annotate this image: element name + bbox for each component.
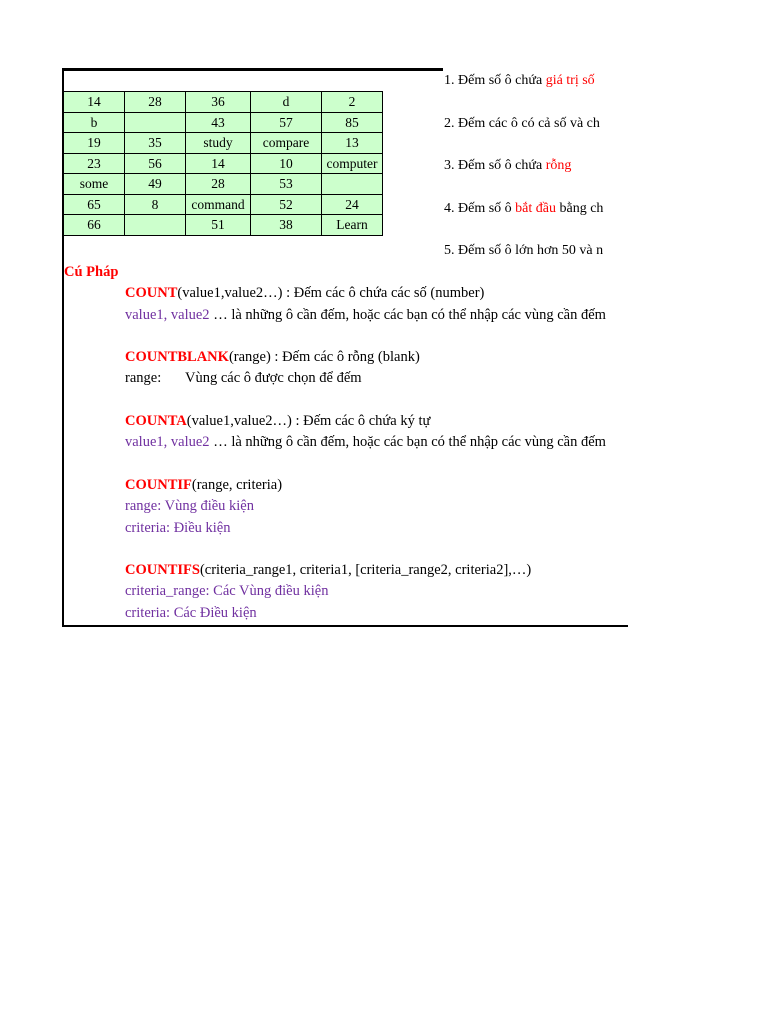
syntax-heading: Cú Pháp xyxy=(64,264,119,280)
table-cell[interactable]: 85 xyxy=(322,112,383,133)
table-row xyxy=(64,194,383,215)
table-cell[interactable]: 24 xyxy=(322,194,383,215)
sheet-top-border xyxy=(62,68,443,71)
table-cell[interactable]: 52 xyxy=(251,194,322,215)
table-row xyxy=(64,92,383,113)
task-5: 5. Đếm số ô lớn hơn 50 và n xyxy=(444,243,604,258)
countifs-arg-range: criteria_range: Các Vùng điều kiện xyxy=(125,583,329,600)
table-cell[interactable]: 13 xyxy=(322,133,383,154)
table-cell[interactable] xyxy=(125,215,186,236)
table-cell[interactable]: 66 xyxy=(64,215,125,236)
table-cell[interactable]: 2 xyxy=(322,92,383,113)
syntax-section xyxy=(64,262,626,624)
task-4: 4. Đếm số ô bắt đầu bằng ch xyxy=(444,200,604,216)
table-cell[interactable]: compare xyxy=(251,133,322,154)
table-cell[interactable] xyxy=(125,112,186,133)
table-cell[interactable]: 28 xyxy=(186,174,251,195)
countifs-signature: COUNTIFS(criteria_range1, criteria1, [criteria_range2, criteria2],…) xyxy=(125,562,532,579)
task-1: 1. Đếm số ô chứa giá trị số xyxy=(444,73,595,88)
table-cell[interactable] xyxy=(322,174,383,195)
table-cell[interactable]: computer xyxy=(322,153,383,174)
table-cell[interactable]: 19 xyxy=(64,133,125,154)
table-row xyxy=(64,215,383,236)
spacer xyxy=(64,326,626,347)
count-args: value1, value2 … là những ô cần đếm, hoặc các bạn có thể nhập các vùng cần đếm xyxy=(125,306,606,323)
table-cell[interactable]: 14 xyxy=(186,153,251,174)
table-cell[interactable]: 51 xyxy=(186,215,251,236)
table-cell[interactable]: 8 xyxy=(125,194,186,215)
table-cell[interactable]: 53 xyxy=(251,174,322,195)
table-cell[interactable]: 38 xyxy=(251,215,322,236)
table-row xyxy=(64,174,383,195)
task-list xyxy=(444,70,626,283)
table-cell[interactable]: d xyxy=(251,92,322,113)
table-row xyxy=(64,112,383,133)
table-cell[interactable]: command xyxy=(186,194,251,215)
table-cell[interactable]: 43 xyxy=(186,112,251,133)
task-2: 2. Đếm các ô có cả số và ch xyxy=(444,115,600,131)
table-row xyxy=(64,133,383,154)
spacer xyxy=(64,539,626,560)
counta-signature: COUNTA(value1,value2…) : Đếm các ô chứa ký tự xyxy=(125,413,431,430)
count-signature: COUNT(value1,value2…) : Đếm các ô chứa các số (number) xyxy=(125,285,485,302)
data-table xyxy=(63,91,383,236)
table-row xyxy=(64,153,383,174)
table-cell[interactable]: 36 xyxy=(186,92,251,113)
spacer xyxy=(64,390,626,411)
countif-signature: COUNTIF(range, criteria) xyxy=(125,476,283,493)
table-cell[interactable]: 23 xyxy=(64,153,125,174)
spacer xyxy=(64,454,626,475)
table-cell[interactable]: Learn xyxy=(322,215,383,236)
countblank-signature: COUNTBLANK(range) : Đếm các ô rỗng (blank) xyxy=(125,349,420,366)
table-cell[interactable]: 49 xyxy=(125,174,186,195)
table-cell[interactable]: 56 xyxy=(125,153,186,174)
table-cell[interactable]: 57 xyxy=(251,112,322,133)
countifs-arg-criteria: criteria: Các Điều kiện xyxy=(125,604,257,621)
countblank-args: range: Vùng các ô được chọn để đếm xyxy=(125,370,362,387)
table-cell[interactable]: 14 xyxy=(64,92,125,113)
countif-arg-criteria: criteria: Điều kiện xyxy=(125,519,231,536)
countif-arg-range: range: Vùng điều kiện xyxy=(125,498,254,515)
task-3: 3. Đếm số ô chứa rỗng xyxy=(444,158,572,173)
table-cell[interactable]: 35 xyxy=(125,133,186,154)
table-cell[interactable]: 10 xyxy=(251,153,322,174)
table-cell[interactable]: 28 xyxy=(125,92,186,113)
table-cell[interactable]: b xyxy=(64,112,125,133)
counta-args: value1, value2 … là những ô cần đếm, hoặc các bạn có thể nhập các vùng cần đếm xyxy=(125,434,606,451)
table-cell[interactable]: study xyxy=(186,133,251,154)
table-cell[interactable]: 65 xyxy=(64,194,125,215)
table-cell[interactable]: some xyxy=(64,174,125,195)
